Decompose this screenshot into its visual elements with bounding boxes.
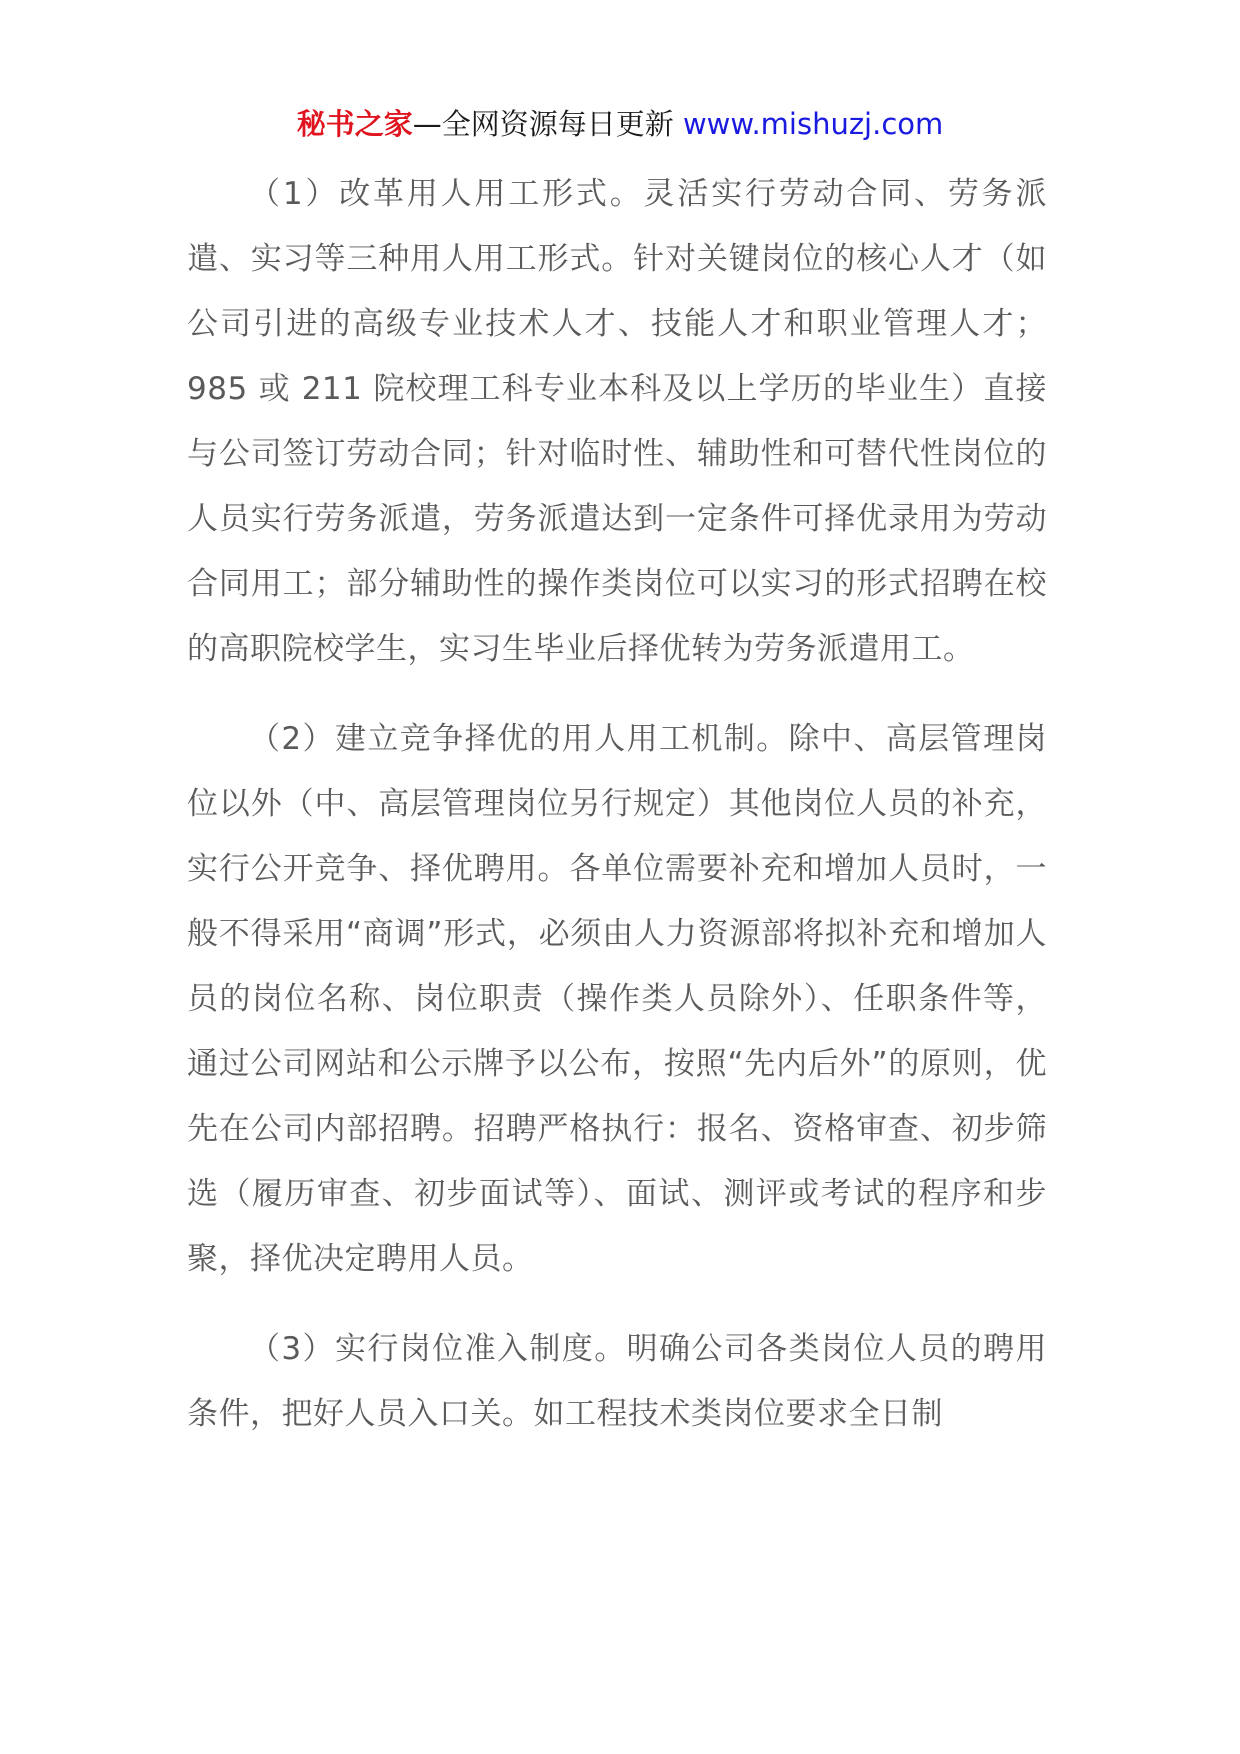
document-body (187, 162, 1047, 1472)
brand-name: 秘书之家 (296, 107, 413, 141)
paragraph-1: （1）改革用人用工形式。灵活实行劳动合同、劳务派遣、实习等三种用人用工形式。针对关键岗位的核心人才（如公司引进的高级专业技术人才、技能人才和职业管理人才；985 或 211 院校理工科专业本科及以上学历的毕业生）直接与公司签订劳动合同；针对临时性、辅助性和可替代性岗位的人员实行劳务派遣，劳务派遣达到一定条件可择优录用为劳动合同用工；部分辅助性的操作类岗位可以实习的形式招聘在校的高职院校学生，实习生毕业后择优转为劳务派遣用工。 (187, 176, 1047, 667)
paragraph-3: （3）实行岗位准入制度。明确公司各类岗位人员的聘用条件，把好人员入口关。如工程技术类岗位要求全日制 (187, 1331, 1047, 1432)
site-url-link[interactable]: www.mishuzj.com (682, 107, 944, 141)
header-tagline: —全网资源每日更新 (412, 107, 674, 141)
page-header (0, 100, 1240, 148)
paragraph-2: （2）建立竞争择优的用人用工机制。除中、高层管理岗位以外（中、高层管理岗位另行规定）其他岗位人员的补充，实行公开竞争、择优聘用。各单位需要补充和增加人员时，一般不得采用“商调”形式，必须由人力资源部将拟补充和增加人员的岗位名称、岗位职责（操作类人员除外）、任职条件等，通过公司网站和公示牌予以公布，按照“先内后外”的原则，优先在公司内部招聘。招聘严格执行：报名、资格审查、初步筛选（履历审查、初步面试等）、面试、测评或考试的程序和步聚，择优决定聘用人员。 (187, 721, 1047, 1277)
